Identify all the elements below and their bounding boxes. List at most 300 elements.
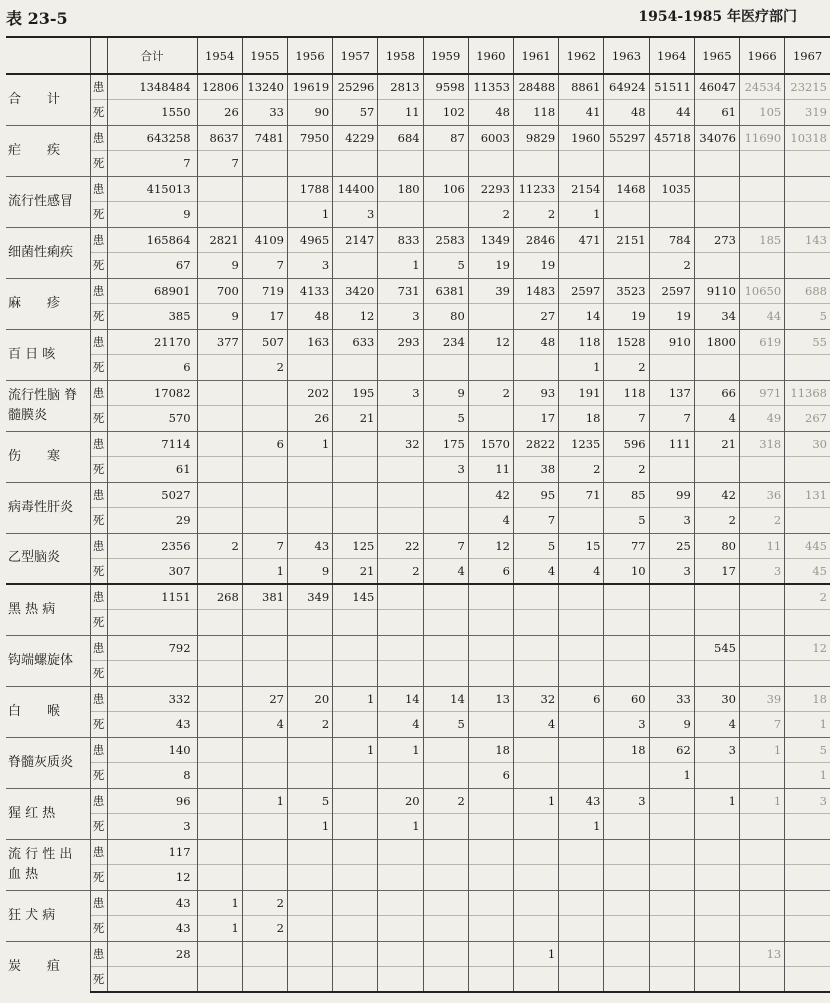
year-value: 80	[694, 533, 739, 559]
year-value: 17	[694, 559, 739, 585]
table-row	[6, 74, 830, 100]
year-value: 13	[740, 941, 785, 967]
year-value: 12	[468, 329, 513, 355]
year-value	[423, 482, 468, 508]
year-value	[242, 661, 287, 687]
year-value	[197, 737, 242, 763]
year-value	[242, 406, 287, 432]
year-value: 2	[785, 584, 830, 610]
total-value: 2356	[107, 533, 197, 559]
year-value	[423, 355, 468, 381]
year-value: 21	[694, 431, 739, 457]
death-label: 死	[90, 763, 107, 789]
year-value	[423, 763, 468, 789]
year-value	[649, 584, 694, 610]
year-value: 596	[604, 431, 649, 457]
table-header-row	[6, 37, 830, 74]
year-value	[649, 661, 694, 687]
year-value: 1	[513, 941, 558, 967]
year-value: 2	[559, 457, 604, 483]
year-value	[740, 967, 785, 993]
total-value: 570	[107, 406, 197, 432]
year-value	[785, 457, 830, 483]
year-value: 688	[785, 278, 830, 304]
header-year: 1960	[468, 37, 513, 74]
total-value: 68901	[107, 278, 197, 304]
year-value	[559, 865, 604, 891]
disease-name: 疟 疾	[6, 125, 90, 176]
death-label: 死	[90, 916, 107, 942]
death-label: 死	[90, 151, 107, 177]
year-value	[740, 763, 785, 789]
year-value: 28488	[513, 74, 558, 100]
total-value: 12	[107, 865, 197, 891]
year-value: 7481	[242, 125, 287, 151]
year-value	[423, 508, 468, 534]
total-value: 1348484	[107, 74, 197, 100]
year-value: 619	[740, 329, 785, 355]
year-value	[694, 814, 739, 840]
year-value: 2	[694, 508, 739, 534]
year-value	[287, 865, 332, 891]
year-value	[649, 457, 694, 483]
year-value: 2	[604, 457, 649, 483]
year-value: 445	[785, 533, 830, 559]
year-value: 9110	[694, 278, 739, 304]
year-value	[242, 814, 287, 840]
year-value	[559, 253, 604, 279]
year-value: 2	[197, 533, 242, 559]
total-value: 21170	[107, 329, 197, 355]
year-value: 175	[423, 431, 468, 457]
year-value	[333, 967, 378, 993]
header-year: 1966	[740, 37, 785, 74]
year-value	[423, 967, 468, 993]
year-value	[785, 610, 830, 636]
year-value: 1	[649, 763, 694, 789]
year-value: 19	[649, 304, 694, 330]
year-value	[694, 355, 739, 381]
year-value: 62	[649, 737, 694, 763]
year-value: 7	[423, 533, 468, 559]
header-year: 1958	[378, 37, 423, 74]
header-kind-cell	[90, 37, 107, 74]
total-value: 3	[107, 814, 197, 840]
year-value	[513, 584, 558, 610]
year-value	[513, 737, 558, 763]
total-value: 5027	[107, 482, 197, 508]
year-value	[287, 916, 332, 942]
year-value: 9	[287, 559, 332, 585]
year-value: 5	[287, 788, 332, 814]
year-value	[378, 890, 423, 916]
disease-name: 合 计	[6, 74, 90, 125]
year-value	[513, 355, 558, 381]
year-value: 4	[423, 559, 468, 585]
year-value: 118	[559, 329, 604, 355]
year-value	[740, 253, 785, 279]
table-row	[6, 278, 830, 304]
total-value: 67	[107, 253, 197, 279]
year-value: 34	[694, 304, 739, 330]
year-value	[423, 814, 468, 840]
year-value	[785, 890, 830, 916]
year-value	[333, 355, 378, 381]
table-row	[6, 610, 830, 636]
year-value: 30	[785, 431, 830, 457]
year-value: 1	[378, 253, 423, 279]
death-label: 死	[90, 457, 107, 483]
year-value	[333, 457, 378, 483]
year-value: 43	[559, 788, 604, 814]
table-row	[6, 635, 830, 661]
year-value: 2813	[378, 74, 423, 100]
year-value	[468, 788, 513, 814]
year-value: 46047	[694, 74, 739, 100]
year-value	[287, 890, 332, 916]
year-value	[197, 941, 242, 967]
year-value	[197, 482, 242, 508]
year-value: 55297	[604, 125, 649, 151]
year-value: 57	[333, 100, 378, 126]
death-label: 死	[90, 508, 107, 534]
year-value	[197, 814, 242, 840]
year-value: 3	[423, 457, 468, 483]
year-value: 1	[197, 916, 242, 942]
year-value: 3	[604, 712, 649, 738]
year-value	[604, 916, 649, 942]
year-value	[197, 635, 242, 661]
year-value	[694, 610, 739, 636]
year-value: 102	[423, 100, 468, 126]
year-value	[242, 202, 287, 228]
year-value	[740, 839, 785, 865]
year-value	[694, 839, 739, 865]
year-value	[559, 763, 604, 789]
year-value	[287, 763, 332, 789]
year-value	[197, 559, 242, 585]
year-value: 2	[378, 559, 423, 585]
year-value: 34076	[694, 125, 739, 151]
year-value	[378, 967, 423, 993]
year-value	[513, 839, 558, 865]
year-value	[785, 508, 830, 534]
case-label: 患	[90, 788, 107, 814]
total-value: 1151	[107, 584, 197, 610]
year-value: 87	[423, 125, 468, 151]
year-value: 21	[333, 559, 378, 585]
year-value	[559, 635, 604, 661]
year-value: 48	[468, 100, 513, 126]
year-value: 185	[740, 227, 785, 253]
year-value: 1528	[604, 329, 649, 355]
year-value	[197, 763, 242, 789]
year-value	[423, 941, 468, 967]
year-value	[604, 151, 649, 177]
death-label: 死	[90, 712, 107, 738]
year-value: 143	[785, 227, 830, 253]
table-row	[6, 584, 830, 610]
year-value: 9	[423, 380, 468, 406]
year-value: 118	[604, 380, 649, 406]
year-value	[740, 151, 785, 177]
table-row	[6, 227, 830, 253]
year-value: 20	[287, 686, 332, 712]
case-label: 患	[90, 125, 107, 151]
year-value: 2597	[649, 278, 694, 304]
year-value	[423, 865, 468, 891]
year-value: 719	[242, 278, 287, 304]
year-value	[694, 941, 739, 967]
year-value	[287, 355, 332, 381]
year-value	[378, 584, 423, 610]
table-row	[6, 253, 830, 279]
year-value	[423, 839, 468, 865]
year-value	[740, 890, 785, 916]
year-value: 471	[559, 227, 604, 253]
year-value: 12	[468, 533, 513, 559]
year-value: 48	[604, 100, 649, 126]
year-value: 2	[604, 355, 649, 381]
year-value: 1	[740, 737, 785, 763]
total-value: 332	[107, 686, 197, 712]
year-value	[604, 839, 649, 865]
year-value	[468, 304, 513, 330]
year-value: 11368	[785, 380, 830, 406]
year-value: 25296	[333, 74, 378, 100]
total-value: 140	[107, 737, 197, 763]
year-value	[242, 610, 287, 636]
year-value	[649, 814, 694, 840]
year-value	[559, 610, 604, 636]
header-blank-cell	[6, 37, 90, 74]
year-value: 180	[378, 176, 423, 202]
year-value	[333, 635, 378, 661]
year-value: 19619	[287, 74, 332, 100]
year-value: 4965	[287, 227, 332, 253]
year-value	[197, 355, 242, 381]
death-label: 死	[90, 814, 107, 840]
case-label: 患	[90, 431, 107, 457]
case-label: 患	[90, 890, 107, 916]
year-value	[378, 763, 423, 789]
year-value: 42	[694, 482, 739, 508]
year-value: 8861	[559, 74, 604, 100]
total-value: 6	[107, 355, 197, 381]
year-value	[604, 814, 649, 840]
year-value: 13	[468, 686, 513, 712]
year-value: 3	[378, 304, 423, 330]
year-value: 1468	[604, 176, 649, 202]
year-value	[649, 941, 694, 967]
year-value: 71	[559, 482, 604, 508]
year-value: 268	[197, 584, 242, 610]
year-value	[649, 355, 694, 381]
total-value: 385	[107, 304, 197, 330]
year-value	[197, 661, 242, 687]
year-value: 3	[287, 253, 332, 279]
year-value	[423, 737, 468, 763]
year-value	[333, 610, 378, 636]
year-value	[468, 916, 513, 942]
year-value	[378, 457, 423, 483]
page-header	[6, 2, 801, 28]
year-value	[287, 457, 332, 483]
year-value: 163	[287, 329, 332, 355]
year-value: 6381	[423, 278, 468, 304]
year-value: 1235	[559, 431, 604, 457]
table-row	[6, 457, 830, 483]
year-value	[468, 355, 513, 381]
year-value	[333, 763, 378, 789]
table-row	[6, 916, 830, 942]
death-label: 死	[90, 967, 107, 993]
year-value: 27	[513, 304, 558, 330]
year-value: 2	[242, 890, 287, 916]
year-value: 1	[785, 712, 830, 738]
year-value	[378, 610, 423, 636]
year-value	[242, 737, 287, 763]
year-value: 26	[197, 100, 242, 126]
year-value	[468, 584, 513, 610]
year-value: 23215	[785, 74, 830, 100]
year-value: 4	[378, 712, 423, 738]
year-value	[197, 380, 242, 406]
year-value: 11	[468, 457, 513, 483]
disease-name: 黑 热 病	[6, 584, 90, 635]
year-value: 36	[740, 482, 785, 508]
year-value	[649, 890, 694, 916]
year-value	[513, 661, 558, 687]
year-value	[197, 610, 242, 636]
year-value	[197, 202, 242, 228]
year-value: 4	[694, 406, 739, 432]
year-value	[604, 202, 649, 228]
year-value	[378, 508, 423, 534]
total-value: 28	[107, 941, 197, 967]
table-row	[6, 712, 830, 738]
table-row	[6, 533, 830, 559]
header-year: 1965	[694, 37, 739, 74]
year-value	[423, 584, 468, 610]
year-value	[468, 610, 513, 636]
year-value: 17	[242, 304, 287, 330]
death-label: 死	[90, 100, 107, 126]
year-value	[242, 151, 287, 177]
year-value	[604, 610, 649, 636]
case-label: 患	[90, 176, 107, 202]
table-row	[6, 380, 830, 406]
year-value	[559, 151, 604, 177]
year-value: 507	[242, 329, 287, 355]
year-value	[559, 941, 604, 967]
year-value: 2822	[513, 431, 558, 457]
year-value	[785, 202, 830, 228]
year-value: 6	[559, 686, 604, 712]
year-value: 25	[649, 533, 694, 559]
year-value: 1	[287, 202, 332, 228]
year-value: 14400	[333, 176, 378, 202]
year-value	[468, 967, 513, 993]
case-label: 患	[90, 533, 107, 559]
year-value: 1035	[649, 176, 694, 202]
year-value	[649, 202, 694, 228]
case-label: 患	[90, 227, 107, 253]
header-year: 1967	[785, 37, 830, 74]
year-value: 106	[423, 176, 468, 202]
year-value: 3	[649, 559, 694, 585]
year-value: 48	[513, 329, 558, 355]
year-value: 125	[333, 533, 378, 559]
year-value: 41	[559, 100, 604, 126]
year-value	[378, 839, 423, 865]
year-value	[242, 457, 287, 483]
year-value: 3	[694, 737, 739, 763]
year-value: 18	[559, 406, 604, 432]
year-value: 43	[287, 533, 332, 559]
year-value: 9	[197, 304, 242, 330]
year-value: 15	[559, 533, 604, 559]
table-row	[6, 559, 830, 585]
year-value: 3523	[604, 278, 649, 304]
year-value	[694, 202, 739, 228]
table-row	[6, 431, 830, 457]
year-value	[423, 916, 468, 942]
year-value: 971	[740, 380, 785, 406]
year-value	[333, 865, 378, 891]
year-value: 202	[287, 380, 332, 406]
total-value: 29	[107, 508, 197, 534]
year-value	[604, 967, 649, 993]
year-value: 26	[287, 406, 332, 432]
year-value: 4133	[287, 278, 332, 304]
year-value	[559, 737, 604, 763]
year-value	[604, 635, 649, 661]
year-value: 2846	[513, 227, 558, 253]
year-value: 137	[649, 380, 694, 406]
year-value: 2821	[197, 227, 242, 253]
year-value: 51511	[649, 74, 694, 100]
year-value	[649, 967, 694, 993]
year-value	[559, 661, 604, 687]
year-value	[287, 151, 332, 177]
year-value	[513, 890, 558, 916]
total-value: 117	[107, 839, 197, 865]
year-value	[785, 967, 830, 993]
year-value	[785, 151, 830, 177]
year-value	[287, 661, 332, 687]
year-value: 2154	[559, 176, 604, 202]
table-row	[6, 329, 830, 355]
year-value: 12	[785, 635, 830, 661]
year-value: 1	[242, 788, 287, 814]
year-value	[287, 941, 332, 967]
total-value: 1550	[107, 100, 197, 126]
year-value: 1	[559, 814, 604, 840]
year-value: 4	[513, 712, 558, 738]
year-value: 10	[604, 559, 649, 585]
year-value: 39	[468, 278, 513, 304]
year-value	[287, 839, 332, 865]
year-value: 1483	[513, 278, 558, 304]
year-value: 1	[197, 890, 242, 916]
year-value: 6	[242, 431, 287, 457]
year-value: 6	[468, 763, 513, 789]
year-value	[649, 151, 694, 177]
year-value	[333, 508, 378, 534]
year-value: 6003	[468, 125, 513, 151]
year-value	[513, 763, 558, 789]
